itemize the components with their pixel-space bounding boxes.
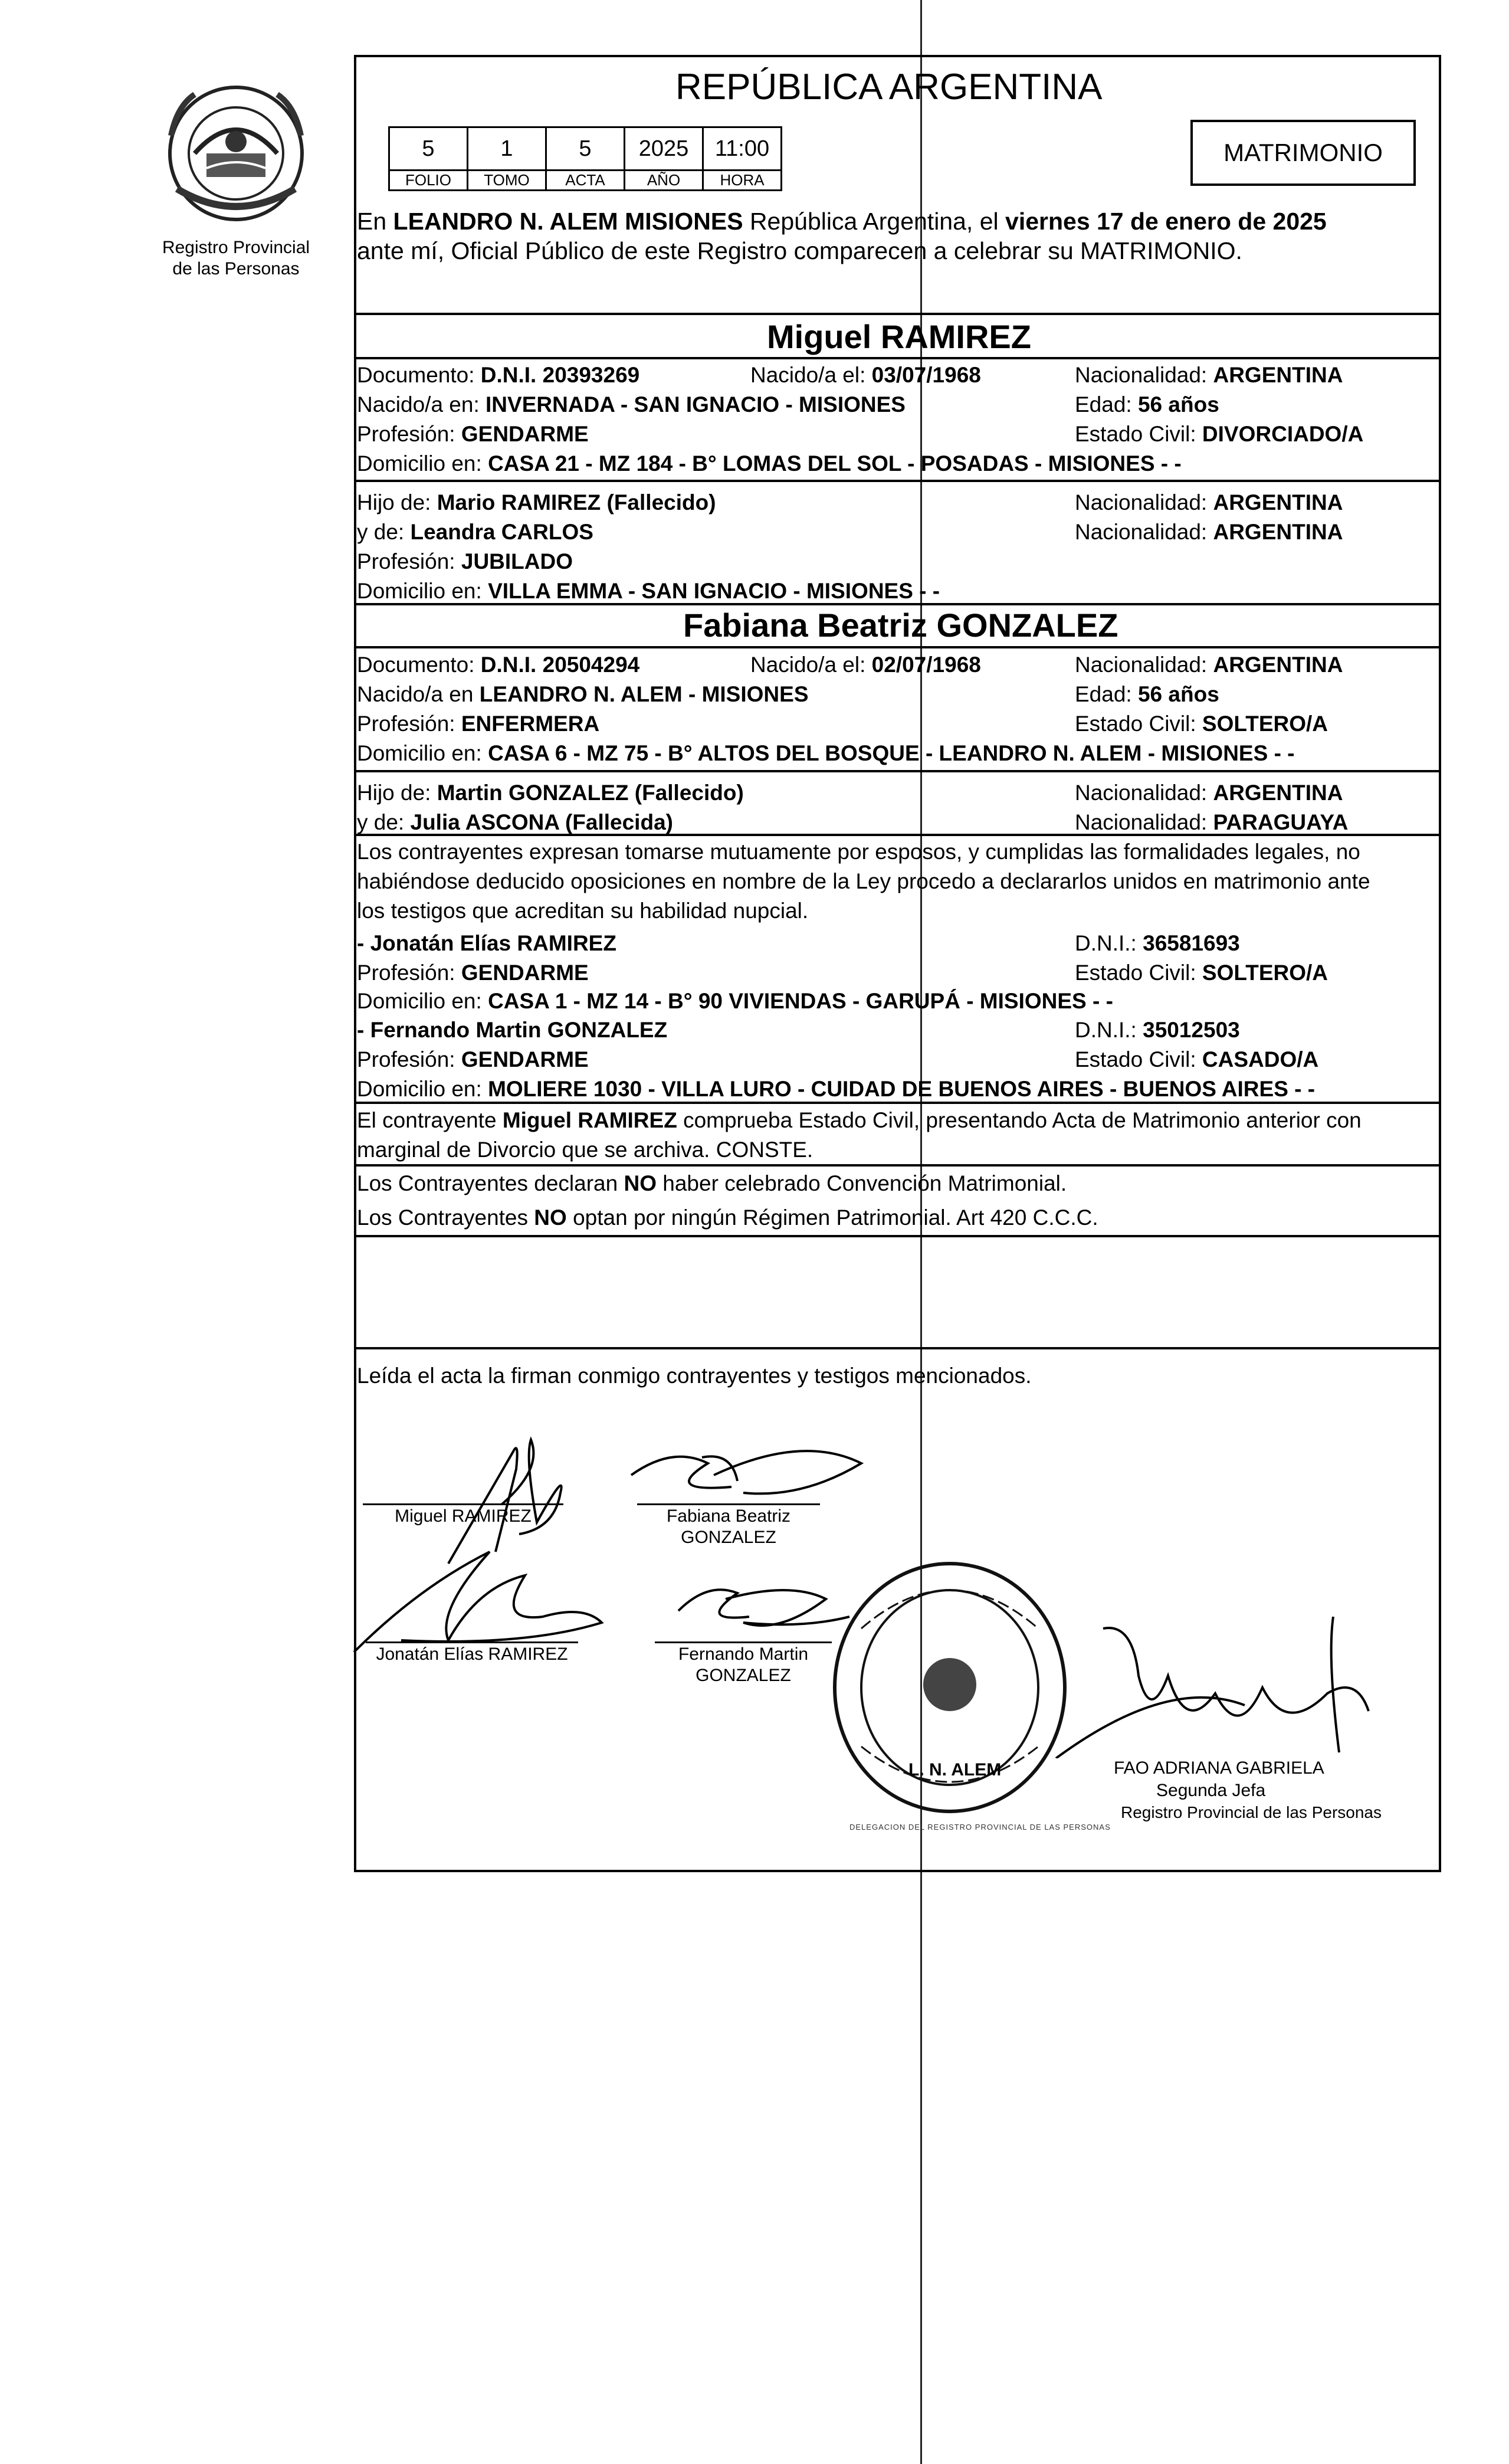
intro-line2: ante mí, Oficial Público de este Registro comparecen a celebrar su MATRIMONIO.: [357, 237, 1242, 264]
signature-label-miguel: Miguel RAMIREZ: [395, 1506, 532, 1526]
acta-value: 5: [546, 127, 625, 171]
spouse1-nat: Nacionalidad: ARGENTINA: [1075, 363, 1343, 387]
declaration-line1: Los contrayentes expresan tomarse mutuamente por esposos, y cumplidas las formalidades legales, no: [357, 840, 1360, 864]
spouse1-father: Hijo de: Mario RAMIREZ (Fallecido): [357, 490, 716, 515]
tomo-value: 1: [468, 127, 546, 171]
spouse2-mother-nat: Nacionalidad: PARAGUAYA: [1075, 810, 1349, 834]
declaration-line2: habiéndose deducido oposiciones en nombre de la Ley procedo a declararlos unidos en matrimonio ante: [357, 869, 1370, 893]
intro-line1: [357, 209, 1327, 234]
spouse1-birthplace: Nacido/a en: INVERNADA - SAN IGNACIO - MISIONES: [357, 392, 906, 417]
hora-label: HORA: [703, 171, 782, 191]
spouse2-father-nat: Nacionalidad: ARGENTINA: [1075, 781, 1343, 805]
hora-value: 11:00: [703, 127, 782, 171]
registry-line2: de las Personas: [172, 259, 300, 278]
divider: [354, 770, 1441, 772]
spouse2-age: Edad: 56 años: [1075, 682, 1219, 706]
signature-line: [655, 1641, 832, 1643]
signature-jonatan-icon: [348, 1540, 619, 1658]
witness2-civil: Estado Civil: CASADO/A: [1075, 1047, 1319, 1072]
intro-p1: En: [357, 208, 393, 235]
signature-line: [366, 1641, 578, 1643]
spouse2-prof: Profesión: ENFERMERA: [357, 712, 600, 736]
witness1-addr: Domicilio en: CASA 1 - MZ 14 - B° 90 VIVIENDAS - GARUPÁ - MISIONES - -: [357, 989, 1113, 1013]
spouse2-name: Fabiana Beatriz GONZALEZ: [683, 607, 1118, 644]
signature-official-icon: [1050, 1605, 1380, 1758]
official-registry: Registro Provincial de las Personas: [1121, 1803, 1382, 1821]
witness1-prof: Profesión: GENDARME: [357, 961, 589, 985]
divider: [354, 646, 1441, 648]
divider: [354, 357, 1441, 359]
note-convention: Los Contrayentes declaran NO haber celebrado Convención Matrimonial.: [357, 1171, 1067, 1195]
spouse1-parents-addr: Domicilio en: VILLA EMMA - SAN IGNACIO - MISIONES - -: [357, 579, 940, 603]
witness2-prof: Profesión: GENDARME: [357, 1047, 589, 1072]
folio-label: FOLIO: [389, 171, 468, 191]
ano-label: AÑO: [625, 171, 703, 191]
witness2-dni: D.N.I.: 35012503: [1075, 1018, 1240, 1042]
declaration-line3: los testigos que acreditan su habilidad nupcial.: [357, 899, 809, 923]
spouse2-birthplace: Nacido/a en LEANDRO N. ALEM - MISIONES: [357, 682, 809, 706]
spouse2-father: Hijo de: Martin GONZALEZ (Fallecido): [357, 781, 744, 805]
divider: [354, 603, 1441, 605]
closing-line: Leída el acta la firman conmigo contrayentes y testigos mencionados.: [357, 1364, 1032, 1388]
spouse1-mother: y de: Leandra CARLOS: [357, 520, 593, 544]
official-title: Segunda Jefa: [1156, 1781, 1266, 1800]
spouse2-doc: Documento: D.N.I. 20504294: [357, 653, 640, 677]
divider: [354, 1164, 1441, 1167]
signature-fabiana-icon: [625, 1440, 873, 1510]
intro-p2: República Argentina, el: [743, 208, 1006, 235]
spouse1-age: Edad: 56 años: [1075, 392, 1219, 417]
divider: [354, 834, 1441, 836]
note-civil-status: El contrayente Miguel RAMIREZ comprueba Estado Civil, presentando Acta de Matrimonio anterior con: [357, 1108, 1362, 1132]
signature-line: [363, 1503, 563, 1505]
spouse1-parents-prof: Profesión: JUBILADO: [357, 549, 573, 574]
spouse1-mother-nat: Nacionalidad: ARGENTINA: [1075, 520, 1343, 544]
signature-label-fabiana: Fabiana Beatriz GONZALEZ: [666, 1506, 791, 1547]
signature-line: [637, 1503, 820, 1505]
intro-place: LEANDRO N. ALEM MISIONES: [393, 208, 743, 235]
witness1-civil: Estado Civil: SOLTERO/A: [1075, 961, 1328, 985]
spouse1-father-nat: Nacionalidad: ARGENTINA: [1075, 490, 1343, 515]
spouse2-civil: Estado Civil: SOLTERO/A: [1075, 712, 1328, 736]
witness2-addr: Domicilio en: MOLIERE 1030 - VILLA LURO - CUIDAD DE BUENOS AIRES - BUENOS AIRES - -: [357, 1077, 1316, 1101]
registry-line1: Registro Provincial: [162, 238, 310, 257]
divider: [354, 1235, 1441, 1237]
divider: [354, 1102, 1441, 1104]
folio-value: 5: [389, 127, 468, 171]
spouse1-civil: Estado Civil: DIVORCIADO/A: [1075, 422, 1364, 446]
stamp-place: L. N. ALEM: [908, 1760, 1002, 1780]
witness1-name: - Jonatán Elías RAMIREZ: [357, 931, 616, 955]
spouse1-addr: Domicilio en: CASA 21 - MZ 184 - B° LOMAS DEL SOL - POSADAS - MISIONES - -: [357, 451, 1182, 476]
divider: [354, 480, 1441, 482]
spouse2-born: Nacido/a el: 02/07/1968: [750, 653, 981, 677]
signature-label-jonatan: Jonatán Elías RAMIREZ: [376, 1644, 568, 1664]
document-title: REPÚBLICA ARGENTINA: [675, 67, 1103, 107]
witness2-name: - Fernando Martin GONZALEZ: [357, 1018, 668, 1042]
spouse1-prof: Profesión: GENDARME: [357, 422, 589, 446]
official-name: FAO ADRIANA GABRIELA: [1114, 1758, 1324, 1778]
record-index-table: [388, 126, 782, 191]
misiones-seal-icon: [159, 83, 313, 224]
acta-label: ACTA: [546, 171, 625, 191]
spouse1-born: Nacido/a el: 03/07/1968: [750, 363, 981, 387]
spouse2-mother: y de: Julia ASCONA (Fallecida): [357, 810, 673, 834]
ano-value: 2025: [625, 127, 703, 171]
divider: [354, 1347, 1441, 1349]
witness1-dni: D.N.I.: 36581693: [1075, 931, 1240, 955]
record-type-box: MATRIMONIO: [1190, 120, 1416, 186]
stamp-text: DELEGACION DEL REGISTRO PROVINCIAL DE LAS PERSONAS: [849, 1823, 1111, 1831]
signature-label-fernando: Fernando Martin GONZALEZ: [678, 1644, 809, 1685]
note-civil-status-2: marginal de Divorcio que se archiva. CONSTE.: [357, 1138, 813, 1162]
spouse2-nat: Nacionalidad: ARGENTINA: [1075, 653, 1343, 677]
spouse2-addr: Domicilio en: CASA 6 - MZ 75 - B° ALTOS DEL BOSQUE - LEANDRO N. ALEM - MISIONES - -: [357, 741, 1295, 765]
tomo-label: TOMO: [468, 171, 546, 191]
spouse1-name: Miguel RAMIREZ: [767, 318, 1031, 355]
spouse1-doc: Documento: D.N.I. 20393269: [357, 363, 640, 387]
intro-date: viernes 17 de enero de 2025: [1005, 208, 1327, 235]
note-regime: Los Contrayentes NO optan por ningún Régimen Patrimonial. Art 420 C.C.C.: [357, 1205, 1098, 1230]
registry-logo: [159, 83, 313, 224]
divider: [354, 313, 1441, 315]
